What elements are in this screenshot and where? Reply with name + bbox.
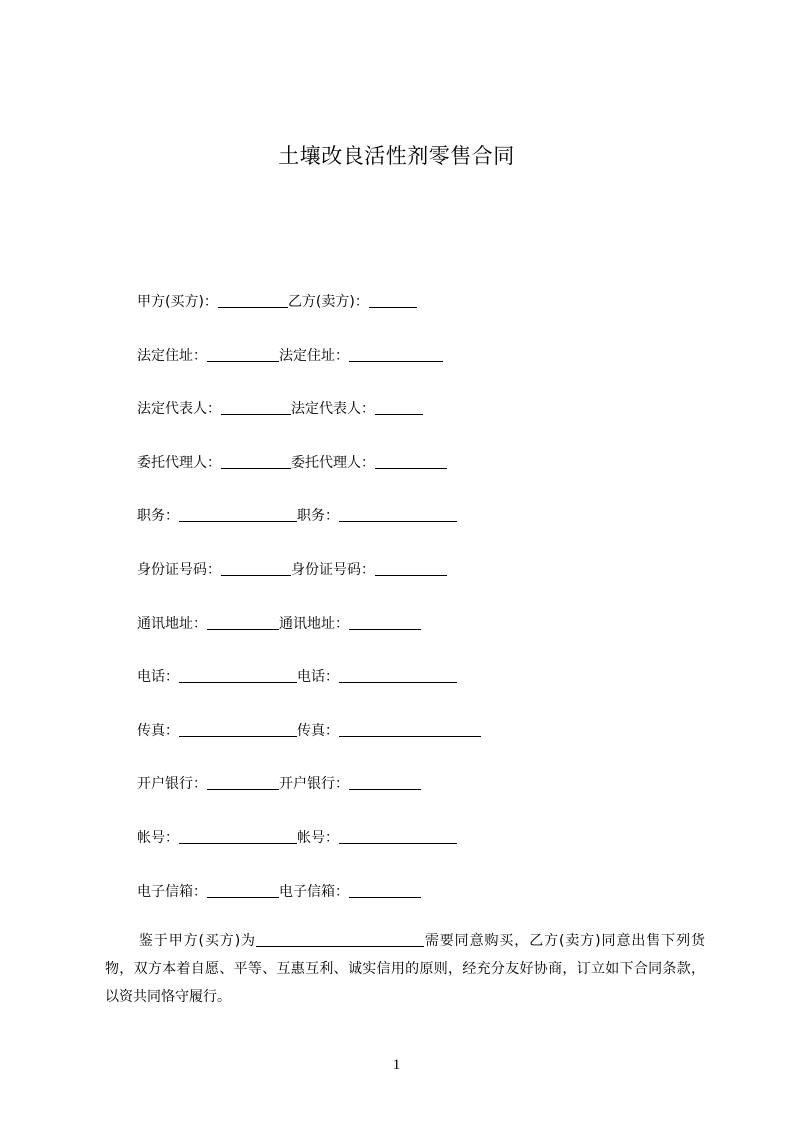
party-row-position xyxy=(137,502,737,556)
buyer-account-blank xyxy=(179,829,297,844)
party-row-phone xyxy=(137,663,737,717)
seller-position-blank xyxy=(339,507,457,522)
intro-text-part1: 鉴于甲方(买方)为 xyxy=(138,933,256,949)
seller-email-blank xyxy=(349,883,421,898)
seller-bank-blank xyxy=(349,775,421,790)
buyer-id-label: 身份证号码： xyxy=(137,561,221,578)
seller-name-blank xyxy=(369,293,417,308)
seller-name-label: 乙方(卖方)： xyxy=(287,294,369,310)
party-row-name xyxy=(137,288,737,342)
buyer-account-label: 帐号： xyxy=(137,829,179,846)
buyer-name-blank xyxy=(218,293,288,308)
party-row-mailing-address xyxy=(137,610,737,664)
buyer-fax-label: 传真： xyxy=(137,722,179,739)
seller-mailing-blank xyxy=(349,615,421,630)
party-row-bank xyxy=(137,770,737,824)
page-number: 1 xyxy=(392,1057,401,1073)
buyer-agent-blank xyxy=(221,454,291,469)
seller-position-label: 职务： xyxy=(297,508,339,525)
seller-legal-rep-blank xyxy=(375,400,423,415)
buyer-id-blank xyxy=(221,561,291,576)
seller-id-label: 身份证号码： xyxy=(291,561,375,578)
seller-account-label: 帐号： xyxy=(297,829,339,846)
document-title: 土壤改良活性剂零售合同 xyxy=(278,144,515,168)
seller-address-blank xyxy=(349,347,443,362)
purpose-blank xyxy=(256,932,424,947)
buyer-mailing-blank xyxy=(207,615,279,630)
buyer-name-label: 甲方(买方)： xyxy=(137,294,218,310)
buyer-email-blank xyxy=(207,883,279,898)
buyer-legal-rep-label: 法定代表人： xyxy=(137,401,221,418)
buyer-email-label: 电子信箱： xyxy=(137,883,207,900)
party-row-email xyxy=(137,878,737,932)
seller-legal-rep-label: 法定代表人： xyxy=(291,401,375,418)
seller-account-blank xyxy=(339,829,457,844)
buyer-mailing-label: 通讯地址： xyxy=(137,615,207,632)
seller-agent-blank xyxy=(375,454,447,469)
party-row-account xyxy=(137,824,737,878)
party-info-section xyxy=(137,288,737,931)
buyer-position-blank xyxy=(179,507,297,522)
seller-fax-blank xyxy=(339,722,481,737)
buyer-bank-label: 开户银行： xyxy=(137,776,207,793)
party-row-agent xyxy=(137,449,737,503)
buyer-phone-blank xyxy=(179,668,297,683)
buyer-bank-blank xyxy=(207,775,279,790)
party-row-id-number xyxy=(137,556,737,610)
seller-bank-label: 开户银行： xyxy=(279,776,349,793)
seller-id-blank xyxy=(375,561,447,576)
intro-paragraph xyxy=(105,927,705,1011)
buyer-agent-label: 委托代理人： xyxy=(137,454,221,471)
party-row-address xyxy=(137,342,737,396)
seller-agent-label: 委托代理人： xyxy=(291,454,375,471)
seller-mailing-label: 通讯地址： xyxy=(279,615,349,632)
intro-text-part2: 需要同意购买，乙方(卖方)同意出售下列货物，双方本着自愿、平等、互惠互利、诚实信用的原则，经充分友好协商，订立如下合同条款，以资共同恪守履行。 xyxy=(105,933,705,1005)
buyer-address-label: 法定住址： xyxy=(137,347,207,364)
party-row-legal-rep xyxy=(137,395,737,449)
buyer-address-blank xyxy=(207,347,279,362)
seller-address-label: 法定住址： xyxy=(279,347,349,364)
seller-fax-label: 传真： xyxy=(297,722,339,739)
party-row-fax xyxy=(137,717,737,771)
seller-phone-blank xyxy=(339,668,457,683)
seller-email-label: 电子信箱： xyxy=(279,883,349,900)
seller-phone-label: 电话： xyxy=(297,669,339,686)
buyer-position-label: 职务： xyxy=(137,508,179,525)
buyer-phone-label: 电话： xyxy=(137,669,179,686)
buyer-legal-rep-blank xyxy=(221,400,291,415)
buyer-fax-blank xyxy=(179,722,297,737)
